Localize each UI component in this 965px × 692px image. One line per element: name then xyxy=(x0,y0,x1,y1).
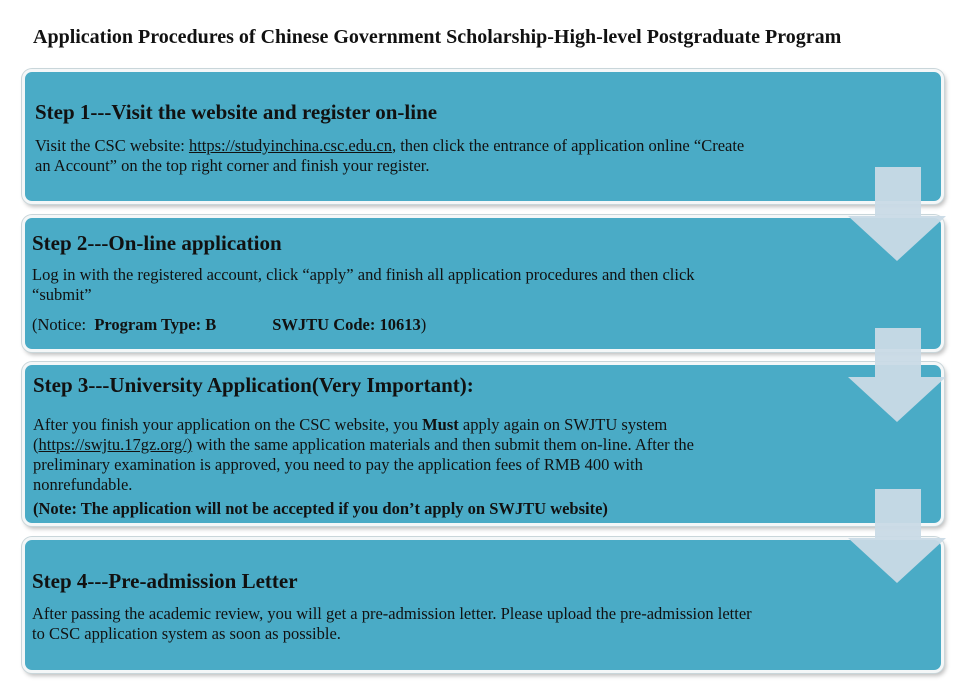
down-arrow-icon xyxy=(848,167,946,261)
step-1-box xyxy=(22,69,944,204)
down-arrow-icon xyxy=(848,489,946,583)
step-4-body: After passing the academic review, you will get a pre-admission letter. Please upload the pre-admission letter to CSC application system as soon as possible. xyxy=(32,604,752,643)
step-1-body xyxy=(35,136,755,176)
notice-open: (Notice: xyxy=(32,315,87,334)
step-1-body-text-b: , then click the entrance of application online “Create an Account” on the top right corner and finish your register. xyxy=(35,136,745,175)
csc-website-link[interactable]: https://studyinchina.csc.edu.cn xyxy=(188,136,392,155)
swjtu-system-link[interactable]: https://swjtu.17gz.org/) xyxy=(38,435,193,454)
step-4-box xyxy=(22,537,944,673)
step-3-body-text-a: After you finish your application on the CSC website, you xyxy=(33,415,423,434)
step-3-title: Step 3---University Application(Very Important): xyxy=(33,373,474,397)
step-3-box xyxy=(22,362,944,526)
program-type-value: B xyxy=(205,315,217,334)
step-3-body xyxy=(33,415,745,495)
step-4-title: Step 4---Pre-admission Letter xyxy=(32,569,298,593)
step-2-body: Log in with the registered account, click “apply” and finish all application procedures and then click “submit” xyxy=(32,265,695,304)
page-title: Application Procedures of Chinese Government Scholarship-High-level Postgraduate Program xyxy=(33,26,842,48)
down-arrow-icon xyxy=(848,328,946,422)
step-3-body-text-c: with the same application materials and then submit them on-line. After the preliminary examination is approved, you need to pay the application fees of RMB 400 with nonrefundable. xyxy=(33,435,694,494)
step-3-body-must: Must xyxy=(422,415,459,434)
step-1-title: Step 1---Visit the website and register on-line xyxy=(35,100,438,124)
step-3-note: (Note: The application will not be accepted if you don’t apply on SWJTU website) xyxy=(33,499,608,518)
step-1-body-text-a: Visit the CSC website: xyxy=(35,136,189,155)
step-2-title: Step 2---On-line application xyxy=(32,231,282,255)
step-2-box xyxy=(22,215,944,352)
program-type-label: Program Type: xyxy=(94,315,202,334)
notice-close: ) xyxy=(420,315,427,334)
step-3-body-text-b: apply again on SWJTU system ( xyxy=(33,415,668,454)
swjtu-code-value: 10613 xyxy=(379,315,421,334)
step-2-notice xyxy=(32,315,426,335)
swjtu-code-label: SWJTU Code: xyxy=(272,315,376,334)
